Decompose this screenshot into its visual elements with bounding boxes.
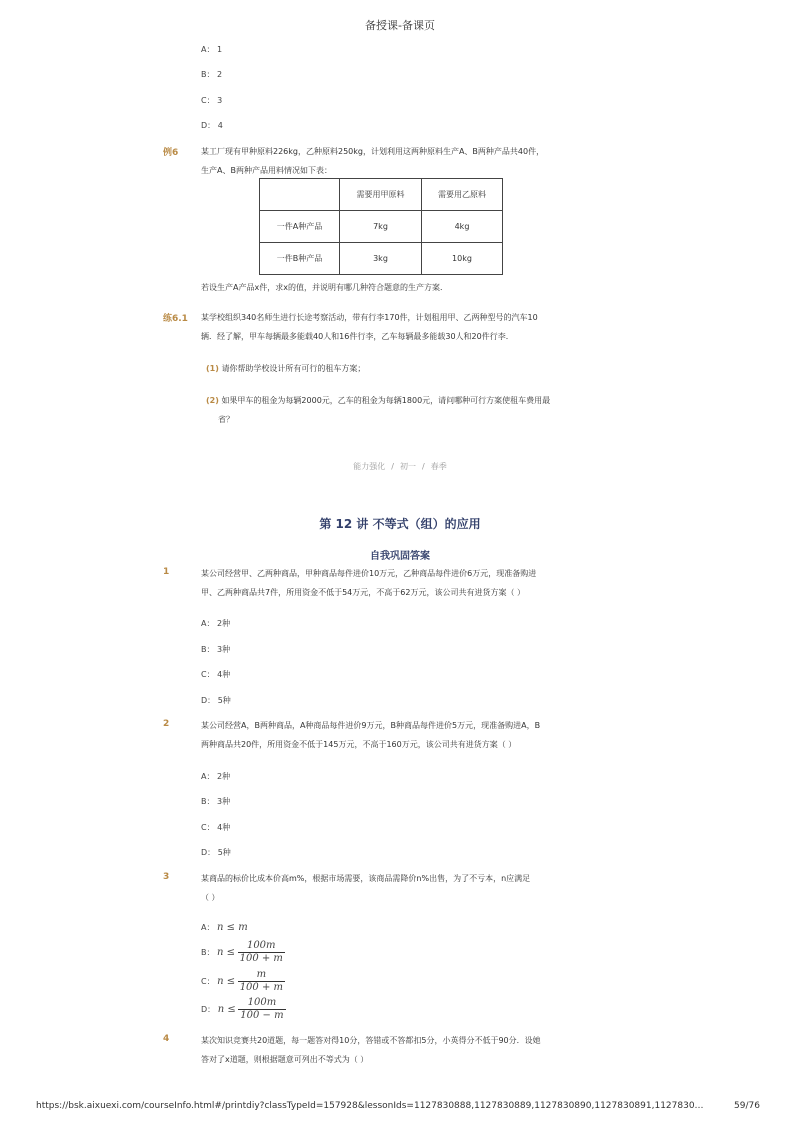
option-label: D：: [201, 1005, 216, 1014]
example-6-tag: 例6: [163, 148, 179, 158]
question-4-line1: 某次知识竞赛共20道题，每一题答对得10分，答错或不答都扣5分，小英得分不低于90分．设她: [201, 1036, 541, 1045]
sub-question-1-number: (1): [206, 364, 219, 373]
question-3-option-d[interactable]: [201, 997, 286, 1022]
option-lhs: n ≤: [217, 947, 236, 958]
table-cell: 需要用乙原料: [422, 179, 503, 211]
practice-6-1-line1: 某学校组织340名师生进行长途考察活动，带有行李170件，计划租用甲、乙两种型号的汽车10: [201, 313, 538, 322]
fraction: [238, 997, 285, 1022]
page-header-title: 备授课-备课页: [365, 19, 435, 32]
fraction: [238, 969, 285, 994]
question-2-line2: 两种商品共20件，所用资金不低于145万元，不高于160万元，该公司共有进货方案（ ）: [201, 740, 517, 749]
denominator: 100 − m: [240, 1010, 284, 1021]
example-6-question: 若设生产A产品x件，求x的值，并说明有哪几种符合题意的生产方案．: [201, 283, 448, 292]
denominator: 100 + m: [239, 982, 283, 993]
practice-6-1-line2: 辆．经了解，甲车每辆最多能载40人和16件行李，乙车每辆最多能载30人和20件行李．: [201, 332, 514, 341]
denominator: 100 + m: [239, 953, 283, 964]
question-3-line2: （ ）: [201, 893, 220, 902]
question-2-number: 2: [163, 719, 170, 729]
table-cell: [260, 179, 340, 211]
question-1-option-b[interactable]: B： 3种: [201, 645, 231, 654]
question-1-line2: 甲、乙两种商品共7件，所用资金不低于54万元，不高于62万元，该公司共有进货方案（ ）: [201, 588, 525, 597]
prev-option-a: A： 1: [201, 45, 223, 54]
question-2-option-c[interactable]: C： 4种: [201, 823, 231, 832]
option-lhs: n ≤: [217, 976, 236, 987]
footer-page-number: 59/76: [734, 1101, 760, 1111]
numerator: 100m: [238, 940, 285, 953]
table-row: [260, 211, 503, 243]
option-expression: n ≤ m: [217, 922, 248, 933]
practice-6-1-tag: 练6.1: [163, 314, 188, 324]
sub-question-2-number: (2): [206, 396, 219, 405]
question-1-option-a[interactable]: A： 2种: [201, 619, 231, 628]
question-4-line2: 答对了x道题，则根据题意可列出不等式为（ ）: [201, 1055, 369, 1064]
question-3-option-a[interactable]: [201, 922, 248, 933]
table-header-row: [260, 179, 503, 211]
example-6-line1: 某工厂现有甲种原料226kg，乙种原料250kg，计划利用这两种原料生产A、B两种产品共40件，: [201, 147, 545, 156]
question-2-line1: 某公司经营A，B两种商品，A种商品每件进价9万元，B种商品每件进价5万元，现准备购进A，B: [201, 721, 541, 730]
prev-option-c: C： 3: [201, 96, 223, 105]
breadcrumb-item[interactable]: 初一: [400, 462, 416, 471]
question-2-option-b[interactable]: B： 3种: [201, 797, 231, 806]
question-3-option-c[interactable]: [201, 969, 285, 994]
breadcrumb: 能力强化 / 初一 / 春季: [353, 462, 447, 471]
sub-question-1: [206, 363, 365, 374]
prev-option-d: D： 4: [201, 121, 223, 130]
fraction: [238, 940, 285, 965]
table-cell: 4kg: [422, 211, 503, 243]
example-6-line2: 生产A、B两种产品用料情况如下表：: [201, 166, 332, 175]
section-title: 自我巩固答案: [370, 551, 430, 562]
question-1-number: 1: [163, 567, 170, 577]
sub-question-1-text: 请你帮助学校设计所有可行的租车方案；: [221, 364, 366, 373]
breadcrumb-item[interactable]: 能力强化: [353, 462, 386, 471]
numerator: m: [238, 969, 285, 982]
question-2-option-d[interactable]: D： 5种: [201, 848, 231, 857]
option-label: A：: [201, 923, 215, 932]
lecture-title: 第 12 讲 不等式（组）的应用: [319, 517, 481, 531]
question-3-line1: 某商品的标价比成本价高m%，根据市场需要，该商品需降价n%出售，为了不亏本，n应满足: [201, 874, 531, 883]
question-1-line1: 某公司经营甲、乙两种商品，甲种商品每件进价10万元，乙种商品每件进价6万元，现准备购进: [201, 569, 537, 578]
table-cell: 一件B种产品: [260, 243, 340, 275]
numerator: 100m: [238, 997, 285, 1010]
sub-question-2-text: 如果甲车的租金为每辆2000元，乙车的租金为每辆1800元，请问哪种可行方案使租车费用最: [221, 396, 551, 405]
footer-url[interactable]: https://bsk.aixuexi.com/courseInfo.html#/printdiy?classTypeId=157928&lessonIds=1127830888,1127830889,1127830890,1127830891,1127830…: [36, 1101, 704, 1111]
question-2-option-a[interactable]: A： 2种: [201, 772, 231, 781]
question-3-option-b[interactable]: [201, 940, 285, 965]
question-1-option-c[interactable]: C： 4种: [201, 670, 231, 679]
option-label: C：: [201, 977, 215, 986]
sub-question-2: [206, 395, 550, 406]
table-cell: 一件A种产品: [260, 211, 340, 243]
table-cell: 7kg: [340, 211, 422, 243]
table-cell: 需要用甲原料: [340, 179, 422, 211]
question-3-number: 3: [163, 872, 170, 882]
table-cell: 3kg: [340, 243, 422, 275]
table-cell: 10kg: [422, 243, 503, 275]
option-label: B：: [201, 948, 215, 957]
prev-option-b: B： 2: [201, 70, 223, 79]
materials-table: [259, 178, 503, 275]
table-row: [260, 243, 503, 275]
sub-question-2-cont: 省？: [218, 415, 234, 424]
question-1-option-d[interactable]: D： 5种: [201, 696, 231, 705]
option-lhs: n ≤: [217, 1004, 236, 1015]
breadcrumb-item[interactable]: 春季: [430, 462, 447, 471]
question-4-number: 4: [163, 1034, 170, 1044]
